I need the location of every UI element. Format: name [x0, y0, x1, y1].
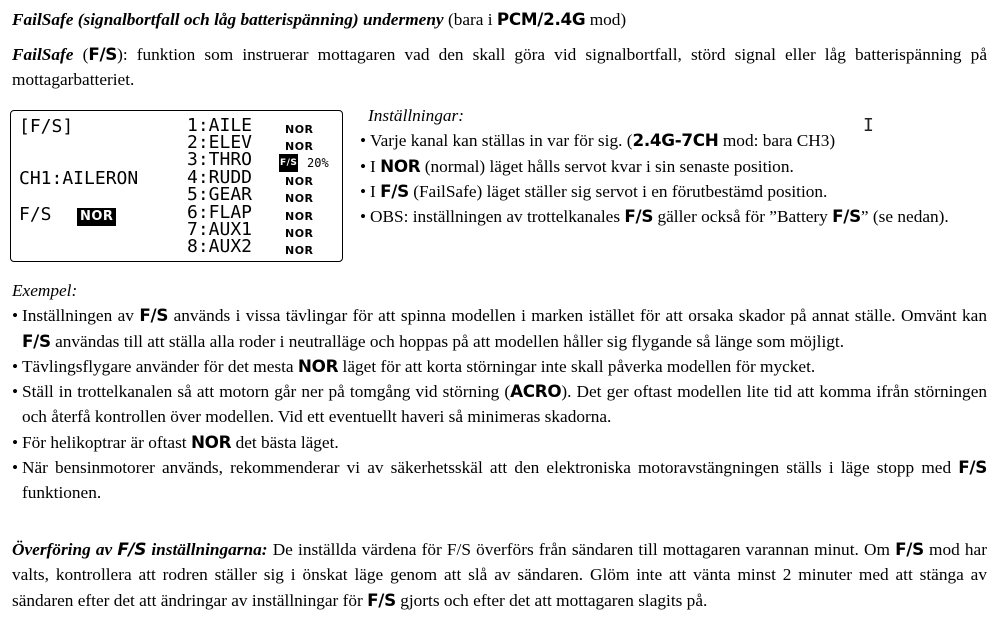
intro-close-paren: ):	[117, 45, 128, 64]
list-item: • Varje kanal kan ställas in var för sig. (2.4G-7CH mod: bara CH3)	[360, 128, 990, 153]
transfer-text: gjorts och efter det att mottagaren slagits på.	[400, 590, 708, 610]
lcd-channel: CH1:AILERON	[19, 168, 139, 189]
text-cursor-icon: I	[863, 115, 874, 136]
mode-24g: 2.4G	[543, 9, 586, 29]
header-suffix-post: mod)	[589, 10, 627, 29]
lcd-channel-row: 6:FLAP	[187, 202, 253, 223]
transfer-heading-post: inställningarna:	[151, 540, 268, 559]
settings-heading: Inställningar:	[368, 106, 465, 125]
transfer-text: mod har valts, kontrollera att rodren ställer sig i önskat läge genom att slå av sändaren. Glöm inte att vänta minst 2 minuter med att stänga av sändaren efter det att ändringar av inställningar för	[12, 540, 987, 610]
lcd-title: [F/S]	[19, 116, 74, 137]
intro-abbr: F/S	[88, 44, 118, 64]
examples-section	[12, 278, 987, 506]
intro-text: funktion som instruerar mottagaren vad den skall göra vid signalbortfall, störd signal eller låg batterispänning på mottagarbatteriet.	[12, 45, 987, 90]
examples-list	[12, 303, 987, 505]
lcd-channel-mode: NOR	[285, 244, 314, 257]
list-item: • I F/S (FailSafe) läget ställer sig servot i en förutbestämd position.	[360, 179, 990, 204]
header-suffix-pre: (bara i	[447, 10, 493, 29]
transfer-key: F/S	[367, 589, 396, 610]
list-item: • Tävlingsflygare använder för det mesta NOR läget för att korta störningar inte skall påverka modellen för mycket.	[12, 354, 987, 379]
intro-paragraph	[12, 42, 987, 93]
lcd-channel-row: 8:AUX2	[187, 236, 253, 257]
lcd-channel-mode: NOR	[285, 175, 314, 188]
lcd-screen	[10, 110, 343, 262]
lcd-channel-row: 3:THRO	[187, 149, 253, 170]
mode-pcm: PCM	[496, 9, 538, 29]
transfer-paragraph	[12, 537, 987, 613]
lcd-channel-mode: NOR	[285, 123, 314, 136]
lcd-channel-mode: NOR	[285, 227, 314, 240]
lcd-fs-label: F/S	[19, 204, 52, 225]
transfer-heading-key: F/S	[117, 539, 147, 559]
mode-slash: /	[537, 9, 544, 29]
transfer-heading-pre: Överföring av	[12, 540, 113, 559]
lcd-channel-row: 4:RUDD	[187, 167, 253, 188]
lcd-channel-mode: NOR	[285, 140, 314, 153]
settings-list	[360, 128, 990, 229]
list-item: • Inställningen av F/S används i vissa tävlingar för att spinna modellen i marken istället för att orsaka skador på annat ställe. Omvänt kan F/S användas till att ställa alla roder i neutralläge och hoppas på att modellen håller sig flygande så länge som möjligt.	[12, 303, 987, 354]
lcd-channel-row: 2:ELEV	[187, 132, 253, 153]
list-item: • Ställ in trottelkanalen så att motorn går ner på tomgång vid störning (ACRO). Det ger oftast modellen lite tid att komma ifrån störningen och återfå kontrollen över modellen. Vid ett eventuellt haveri så minimeras skadorna.	[12, 379, 987, 430]
lcd-channel-row: 7:AUX1	[187, 219, 253, 240]
list-item: • OBS: inställningen av trottelkanales F/S gäller också för ”Battery F/S” (se nedan).	[360, 204, 990, 229]
lcd-fs-value[interactable]: NOR	[77, 208, 116, 226]
settings-section	[360, 103, 990, 229]
transfer-key: F/S	[895, 539, 924, 559]
list-item: • När bensinmotorer används, rekommenderar vi av säkerhetsskäl att den elektroniska motoravstängningen ställs i läge stopp med F/S funktionen.	[12, 455, 987, 506]
list-item: • För helikoptrar är oftast NOR det bästa läget.	[12, 430, 987, 455]
transfer-text: De inställda värdena för F/S överförs från sändaren till mottagaren varannan minut. Om	[272, 540, 890, 559]
lcd-channel-row: 5:GEAR	[187, 184, 253, 205]
intro-open-paren: (	[82, 45, 89, 64]
page-title: FailSafe (signalbortfall och låg batterispänning) undermeny	[12, 10, 444, 29]
lcd-channel-mode: NOR	[285, 192, 314, 205]
examples-heading: Exempel:	[12, 281, 78, 300]
lcd-throttle-percent: 20%	[307, 156, 329, 170]
list-item: • I NOR (normal) läget hålls servot kvar i sin senaste position.	[360, 154, 990, 179]
page-header	[12, 7, 987, 32]
intro-term: FailSafe	[12, 45, 74, 64]
lcd-channel-mode-fs: F/S	[279, 154, 298, 172]
lcd-channel-mode: NOR	[285, 210, 314, 223]
lcd-channel-row: 1:AILE	[187, 115, 253, 136]
